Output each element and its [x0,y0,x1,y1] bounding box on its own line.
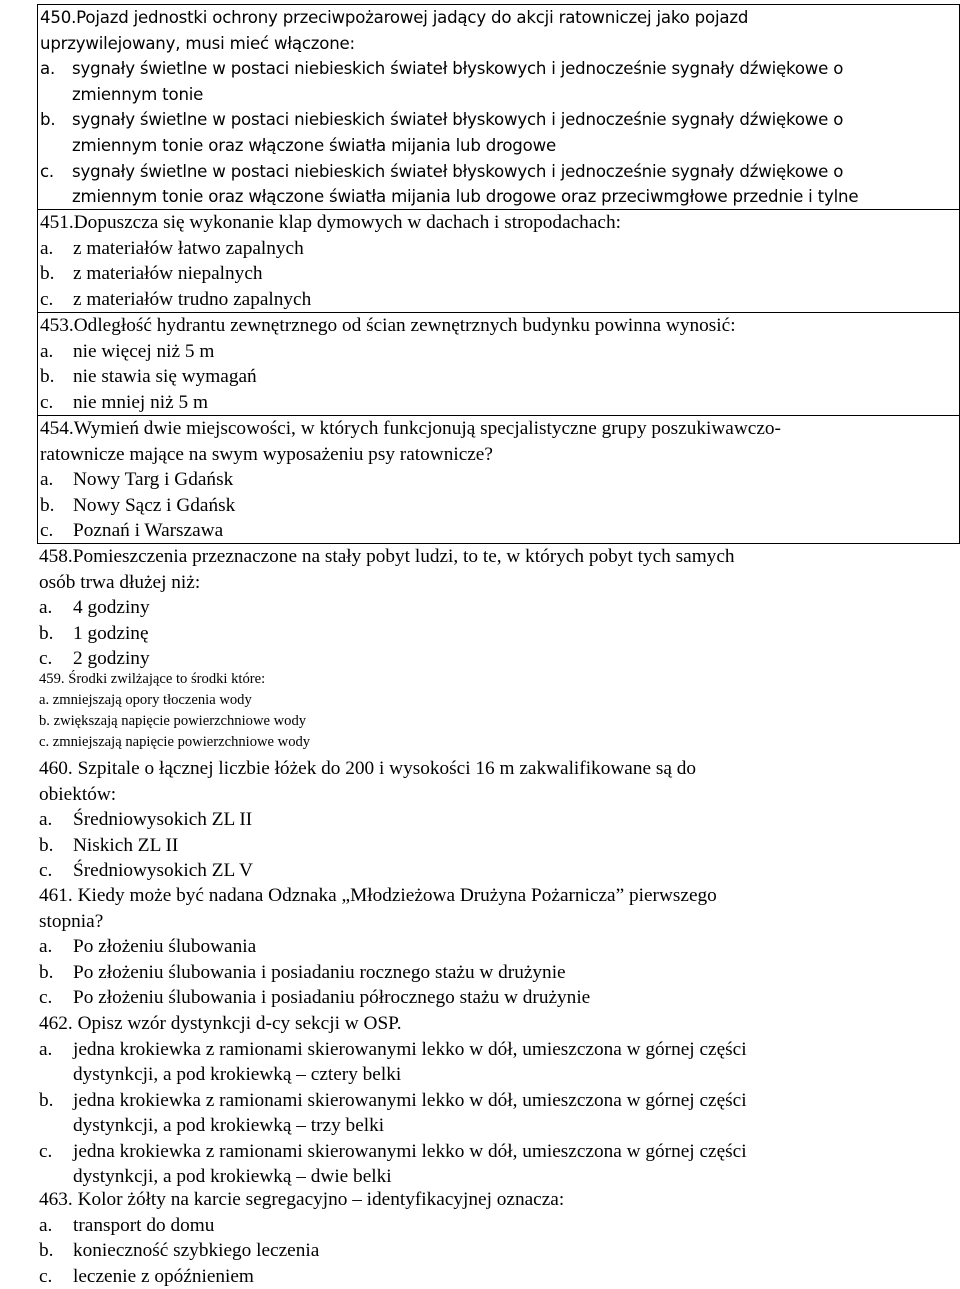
question-number: 460. [39,758,73,779]
question-number: 453. [40,315,74,336]
question-number: 462. [39,1013,73,1034]
answer-option-a-cont: zmiennym tonie [72,84,204,104]
question-text: 462. Opisz wzór dystynkcji d-cy sekcji w OSP. [39,1013,402,1034]
question-text: obiektów: [39,783,117,805]
question-450-block [37,4,960,210]
question-text: 450.Pojazd jednostki ochrony przeciwpożarowej jadący do akcji ratowniczej jako pojazd [40,8,749,27]
answer-option-b: b. jedna krokiewka z ramionami skierowanymi lekko w dół, umieszczona w górnej części [39,1089,747,1111]
question-text: ratownicze mające na swym wyposażeniu psy ratownicze? [40,443,493,465]
answer-option-c: c. Po złożeniu ślubowania i posiadaniu półrocznego stażu w drużynie [39,987,591,1008]
answer-option-a: a. Po złożeniu ślubowania [39,936,257,957]
answer-option-a: a. 4 godziny [39,597,150,618]
answer-option-b: b. z materiałów niepalnych [40,263,263,284]
answer-option-a: a. transport do domu [39,1214,215,1236]
answer-option-c: c. nie mniej niż 5 m [40,391,208,413]
answer-option-a: a. z materiałów łatwo zapalnych [40,237,304,259]
answer-option-a: a. zmniejszają opory tłoczenia wody [39,692,252,708]
answer-option-c: c. sygnały świetlne w postaci niebieskich świateł błyskowych i jednocześnie sygnały dźwiękowe o [40,161,844,181]
answer-option-c-cont: dystynkcji, a pod krokiewką – dwie belki [73,1166,392,1187]
answer-option-c: c. Poznań i Warszawa [40,520,224,541]
question-text: uprzywilejowany, musi mieć włączone: [40,33,355,53]
question-451-block [37,210,960,313]
answer-option-c: c. Średniowysokich ZL V [39,860,253,881]
answer-option-a: a. nie więcej niż 5 m [40,340,215,362]
answer-option-b: b. Niskich ZL II [39,834,179,856]
answer-option-a: a. sygnały świetlne w postaci niebieskich świateł błyskowych i jednocześnie sygnały dźwiękowe o [40,59,844,79]
question-text: 458.Pomieszczenia przeznaczone na stały pobyt ludzi, to te, w których pobyt tych samych [39,546,735,567]
question-number: 450. [40,8,77,27]
question-text: 460. Szpitale o łącznej liczbie łóżek do 200 i wysokości 16 m zakwalifikowane są do [39,758,696,779]
answer-option-c: c. zmniejszają napięcie powierzchniowe wody [39,734,311,750]
question-text: 453.Odległość hydrantu zewnętrznego od ścian zewnętrznych budynku powinna wynosić: [40,315,736,336]
answer-option-b: b. konieczność szybkiego leczenia [39,1240,320,1261]
question-463-block [39,1187,939,1289]
question-text: 461. Kiedy może być nadana Odznaka „Młodzieżowa Drużyna Pożarnicza” pierwszego [39,885,717,906]
answer-option-c: c. leczenie z opóźnieniem [39,1265,254,1287]
answer-option-b: b. nie stawia się wymagań [40,366,257,387]
question-number: 451. [40,212,74,233]
answer-option-b-cont: zmiennym tonie oraz włączone światła mijania lub drogowe [72,135,556,155]
answer-option-b: b. 1 godzinę [39,622,149,644]
question-number: 459. [39,671,65,687]
question-text: osób trwa dłużej niż: [39,571,201,593]
question-number: 454. [40,418,74,439]
question-number: 461. [39,885,73,906]
answer-option-c: c. z materiałów trudno zapalnych [40,288,312,310]
question-text: 454.Wymień dwie miejscowości, w których funkcjonują specjalistyczne grupy poszukiwawczo- [40,418,781,439]
question-number: 458. [39,546,73,567]
question-454-block [37,416,960,544]
question-453-block [37,313,960,416]
question-number: 463. [39,1189,73,1210]
answer-option-a-cont: dystynkcji, a pod krokiewką – cztery belki [73,1064,402,1085]
answer-option-a: a. jedna krokiewka z ramionami skierowanymi lekko w dół, umieszczona w górnej części [39,1038,747,1060]
answer-option-b: b. Po złożeniu ślubowania i posiadaniu rocznego stażu w drużynie [39,961,566,983]
question-462-block [39,1011,939,1189]
question-text: 451.Dopuszcza się wykonanie klap dymowych w dachach i stropodachach: [40,212,621,233]
question-459-block [39,669,939,755]
question-text: 463. Kolor żółty na karcie segregacyjno – identyfikacyjnej oznacza: [39,1189,565,1210]
answer-option-c: c. 2 godziny [39,648,150,669]
answer-option-b: b. zwiększają napięcie powierzchniowe wody [39,713,307,729]
answer-option-b: b. sygnały świetlne w postaci niebieskich świateł błyskowych i jednocześnie sygnały dźwiękowe o [40,110,844,130]
question-text: stopnia? [39,910,104,932]
answer-option-a: a. Nowy Targ i Gdańsk [40,469,234,490]
answer-option-a: a. Średniowysokich ZL II [39,809,253,830]
question-461-block [39,883,939,1011]
question-text: 459. Środki zwilżające to środki które: [39,671,266,687]
answer-option-b: b. Nowy Sącz i Gdańsk [40,494,236,516]
question-460-block [39,756,939,884]
question-458-block [39,544,939,672]
answer-option-b-cont: dystynkcji, a pod krokiewką – trzy belki [73,1115,385,1136]
answer-option-c-cont: zmiennym tonie oraz włączone światła mijania lub drogowe oraz przeciwmgłowe przednie i tylne [72,187,859,207]
answer-option-c: c. jedna krokiewka z ramionami skierowanymi lekko w dół, umieszczona w górnej części [39,1140,747,1162]
